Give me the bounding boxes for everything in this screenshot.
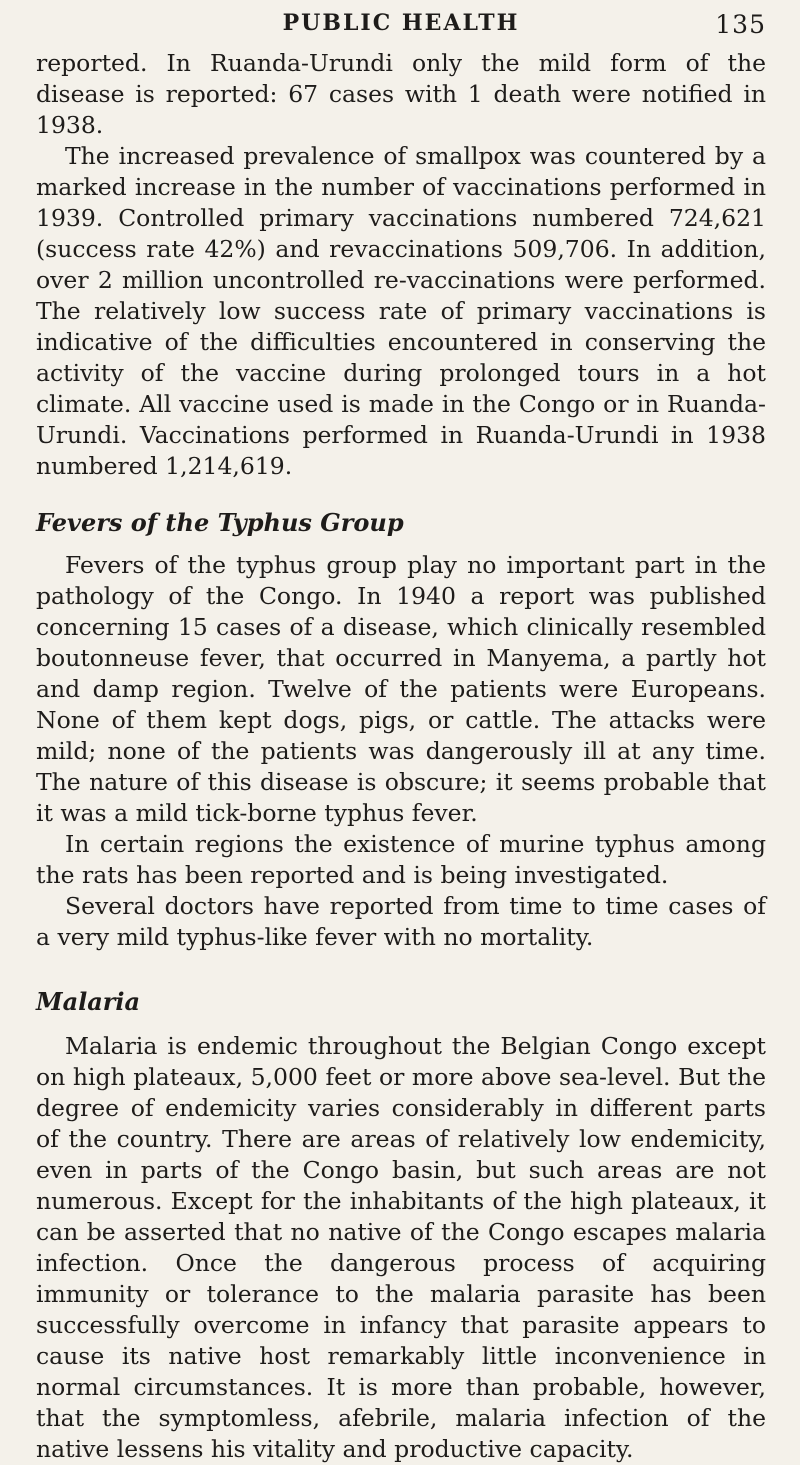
page-number: 135 bbox=[715, 10, 766, 39]
paragraph-malaria: Malaria is endemic throughout the Belgian Congo except on high plateaux, 5,000 feet or more above sea-level. But the degree of endemicity varies considerably in different parts of the country. There are areas of relatively low endemicity, even in parts of the Congo basin, but such areas are not numerous. Except for the inhabitants of the high plateaux, it can be asserted that no native of the Congo escapes malaria infection. Once the dangerous process of acquiring immunity or tolerance to the malaria parasite has been successfully overcome in infancy that parasite appears to cause its native host remarkably little inconvenience in normal circumstances. It is more than probable, however, that the symptomless, afebrile, malaria infection of the native lessens his vitality and productive capacity. bbox=[36, 1032, 766, 1463]
heading-spacer bbox=[36, 538, 766, 550]
section-spacer bbox=[36, 953, 766, 986]
running-head bbox=[36, 0, 766, 48]
book-page bbox=[36, 0, 766, 1463]
paragraph-murine-typhus: In certain regions the existence of murine typhus among the rats has been reported and is being investigated. bbox=[36, 830, 766, 889]
paragraph-vaccinations: The increased prevalence of smallpox was countered by a marked increase in the number of vaccinations performed in 1939. Controlled primary vaccinations numbered 724,621 (success rate 42%) and revaccinations 509,706. In addition, over 2 million uncontrolled re-vaccinations were performed. The relatively low success rate of primary vaccinations is indicative of the difficulties encountered in conserving the activity of the vaccine during prolonged tours in a hot climate. All vaccine used is made in the Congo or in Ruanda-Urundi. Vaccinations performed in Ruanda-Urundi in 1938 numbered 1,214,619. bbox=[36, 142, 766, 480]
paragraph-smallpox-continued: reported. In Ruanda-Urundi only the mild form of the disease is reported: 67 cases with 1 death were notified in 1938. bbox=[36, 49, 766, 139]
paragraph-typhus-overview: Fevers of the typhus group play no important part in the pathology of the Congo. In 1940 a report was published concerning 15 cases of a disease, which clinically resembled boutonneuse fever, that occurred in Manyema, a partly hot and damp region. Twelve of the patients were Europeans. None of them kept dogs, pigs, or cattle. The attacks were mild; none of the patients was dangerously ill at any time. The nature of this disease is obscure; it seems probable that it was a mild tick-borne typhus fever. bbox=[36, 551, 766, 827]
section-heading-typhus: Fevers of the Typhus Group bbox=[36, 508, 404, 537]
section-spacer bbox=[36, 482, 766, 507]
running-title: PUBLIC HEALTH bbox=[282, 10, 520, 36]
paragraph-typhus-like-fever: Several doctors have reported from time to time cases of a very mild typhus-like fever with no mortality. bbox=[36, 892, 766, 951]
section-heading-malaria: Malaria bbox=[36, 987, 141, 1016]
heading-spacer bbox=[36, 1017, 766, 1031]
